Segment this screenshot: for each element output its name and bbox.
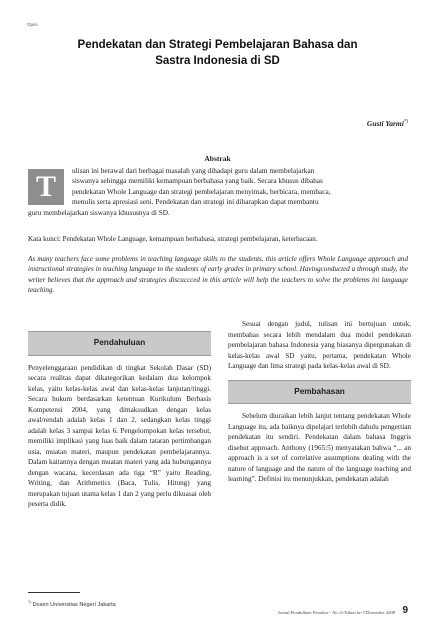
right-column (228, 319, 411, 485)
keywords: Kata kunci: Pendekatan Whole Language, kemampuan berbahasa, strategi pembelajaran, keterbacaan. (28, 235, 318, 243)
abstract-line: ulisan ini berawal dari berbagai masalah yang dihadapi guru dalam membelajarkan (72, 166, 315, 175)
abstract-line: pendekatan Whole Language dan strategi pembelajaran menyimak, berbicara, membaca, (72, 186, 331, 196)
abstract-line: menulis serta apresiasi seni. Pendekatan dan strategi ini diharapkan dapat membantu (72, 197, 319, 207)
footnote-text: Dosen Universitas Negeri Jakarta (32, 601, 116, 608)
section-heading-pembahasan: Pembahasan (228, 380, 411, 405)
english-abstract: As many teachers face some problems in teaching language skills to the students, this article offers Whole Language approach and instructional strategies in teaching language to the students of early grades in primary school. Havingconducted a through study, the writer believes that the approach and strategies discuccced in this article will help the teachers to solve the problems ini language teaching. (28, 255, 408, 294)
author-footnote-mark: *) (403, 119, 408, 125)
article-title (40, 37, 395, 69)
right-paragraph-2: Sebelum diuraikan lebih lanjut tentang pendekatan Whole Language itu, ada baiknya dipelajari terlebih dahulu pengertian pendekatan itu sendiri. Pendekatan dalam bahasa Inggris disebut approach. Anthony (1965:5) menyatakan bahwa “... an approach is a set of correlative assumptions dealing with the nature of language and the nature of the language teaching and learning”. Definisi itu menunjukkan, pendekatan adalah (228, 412, 411, 483)
footnote-mark: *) (28, 599, 31, 604)
footnote (28, 599, 116, 608)
section-label: Opini (27, 22, 38, 27)
footnote-divider (28, 592, 80, 593)
title-line-1: Pendekatan dan Strategi Pembelajaran Bahasa dan (77, 39, 358, 51)
right-paragraph-1: Sesuai dengan judul, tulisan ini bertujuan untuk, membahas secara lebih mendalam dua model pendekatan pembelajaran bahasa Indonesia yang biasanya dipergunakan di kelas-kelas awal SD yaitu, pertama, pendekatan Whole Language dan lima strategi pada kelas-kelas awal di SD. (228, 320, 411, 370)
left-column (28, 319, 211, 510)
page-number: 9 (402, 605, 408, 616)
author-name (367, 119, 408, 128)
abstract-heading: Abstrak (204, 154, 231, 163)
intro-paragraph: Penyelenggaraan pendidikan di tingkat Sekolah Dasar (SD) secara realitas dapat dikategorikan kedalam dua kelompok kelas, yaitu kelas-kelas awal dan kelas-kelas lanjutan/tinggi. Secara hukum berdasarkan ketentuan Kurikulum Berbasis Kompetensi 2004, yang dimaksudkan dengan kelas awal/rendah adalah kelas 1 dan 2, sedangkan kelas tinggi adalah kelas 3 sampai kelas 6. Pengelompokan kelas tersebut, memiliki implikasi yang luas baik dalam tataran pertimbangan usia, muatan materi, maupun pendekatan pembelajarannya. Dalam kaitannya dengan muatan materi yang ada hubungannya dengan wacana, kecerdasan ada tiga “R” yaitu Reading, Writing, dan Arithmetics (Baca, Tulis, Hitung) yang merupakan tujuan utama kelas 1 dan 2 yang perlu dikuasai oleh peserta didik. (28, 363, 211, 508)
drop-cap: T (28, 169, 64, 205)
title-line-2: Sastra Indonesia di SD (155, 55, 280, 67)
journal-info: Jurnal Pendidikan Penabur - No.11/Tahun ke-7/Desember 2008 (277, 610, 395, 615)
section-heading-pendahuluan: Pendahuluan (28, 331, 211, 356)
abstract-line: guru membelajarkan siswanya khususnya di SD. (28, 207, 170, 217)
abstract-body (28, 166, 408, 218)
author-text: Gusti Yarmi (366, 119, 404, 128)
abstract-line: siswanya sehingga memiliki kemampuan berbahasa yang baik. Secara khusus dibahas (72, 176, 323, 186)
